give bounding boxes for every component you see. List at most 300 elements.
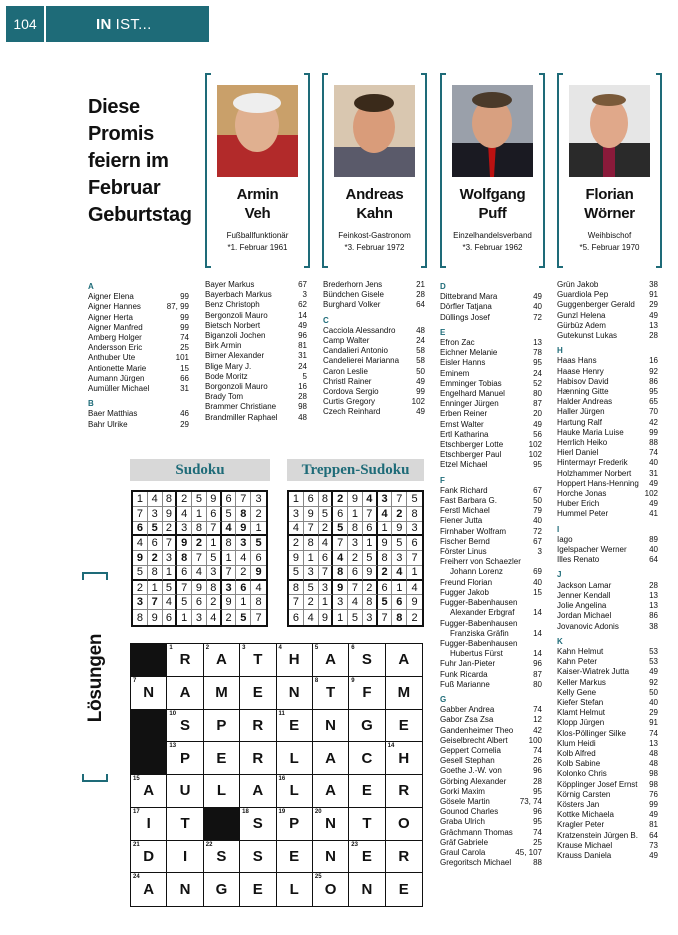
index-entry xyxy=(440,705,542,715)
entry-page: 49 xyxy=(649,667,658,677)
index-entry xyxy=(88,343,189,353)
index-entry xyxy=(557,622,658,632)
index-entry xyxy=(557,479,658,489)
index-entry xyxy=(440,629,542,639)
entry-name: Fischer Bernd xyxy=(440,536,490,546)
crossword-cell xyxy=(277,742,313,775)
crossword-cell xyxy=(131,677,167,710)
clue-number: 8 xyxy=(314,677,319,684)
crossword-letter: T xyxy=(253,651,263,669)
entry-page: 64 xyxy=(416,300,425,310)
sudoku-cell: 4 xyxy=(251,581,266,596)
entry-name: Enninger Jürgen xyxy=(440,399,499,409)
sudoku-cell: 5 xyxy=(163,581,178,596)
entry-page: 96 xyxy=(533,766,542,776)
entry-page: 14 xyxy=(533,608,542,618)
entry-name: Bayerbach Markus xyxy=(205,290,272,300)
entry-page: 15 xyxy=(533,587,542,597)
crossword-letter: A xyxy=(325,651,336,669)
entry-page: 28 xyxy=(649,331,658,341)
index-entry xyxy=(323,367,425,377)
index-group xyxy=(440,328,542,471)
crossword-letter: O xyxy=(397,815,410,833)
sudoku-cell: 3 xyxy=(319,581,334,596)
entry-page: 49 xyxy=(298,320,307,330)
entry-name: Horche Jonas xyxy=(557,489,607,499)
crossword-cell xyxy=(240,808,276,841)
entry-page: 102 xyxy=(644,489,658,499)
index-entry xyxy=(557,759,658,769)
clue-number: 21 xyxy=(133,841,140,848)
index-entry xyxy=(440,766,542,776)
crossword-cell xyxy=(277,710,313,743)
entry-name: Hoppert Hans-Henning xyxy=(557,478,639,488)
entry-page: 49 xyxy=(649,310,658,320)
sudoku-cell: 2 xyxy=(333,492,348,507)
entry-name: Gorki Maxim xyxy=(440,786,485,796)
index-letter: D xyxy=(440,282,446,291)
sudoku-cell: 2 xyxy=(222,610,237,625)
entry-page: 56 xyxy=(533,429,542,439)
sudoku-cell: 4 xyxy=(348,595,363,610)
index-entry xyxy=(205,290,307,300)
crossword-cell xyxy=(131,841,167,874)
entry-page: 95 xyxy=(533,786,542,796)
entry-name: Efron Zac xyxy=(440,338,475,348)
index-entry xyxy=(440,567,542,577)
sudoku-cell: 9 xyxy=(348,492,363,507)
index-entry xyxy=(205,311,307,321)
entry-name: Brammer Christiane xyxy=(205,402,277,412)
crossword-cell xyxy=(167,710,203,743)
crossword-letter: R xyxy=(179,651,191,669)
crossword-grid xyxy=(130,643,423,907)
entry-name: Gandenheimer Theo xyxy=(440,725,514,735)
crossword-cell xyxy=(167,841,203,874)
index-entry xyxy=(205,362,307,372)
index-entry xyxy=(557,555,658,565)
entry-name: Aumüller Michael xyxy=(88,384,150,394)
entry-page: 87 xyxy=(533,399,542,409)
index-entry xyxy=(440,440,542,450)
celebrity-job: Weihbischof xyxy=(587,231,632,240)
entry-name: Eisler Hanns xyxy=(440,358,486,368)
sudoku-cell: 7 xyxy=(192,551,207,566)
clue-number: 7 xyxy=(133,677,137,684)
sudoku-cell: 4 xyxy=(207,610,222,625)
entry-page: 40 xyxy=(649,545,658,555)
entry-name: Christl Rainer xyxy=(323,376,372,386)
index-group xyxy=(557,346,658,519)
index-letter: C xyxy=(323,315,329,325)
name-index-column-4 xyxy=(440,280,542,873)
sudoku-cell: 2 xyxy=(148,551,163,566)
celebrity-birthday: *3. Februar 1962 xyxy=(462,243,523,252)
entry-name: Geiselbrecht Albert xyxy=(440,735,508,745)
index-entry xyxy=(557,667,658,677)
sudoku-cell: 3 xyxy=(348,536,363,551)
entry-name: Krauss Daniela xyxy=(557,850,612,860)
entry-name: Halder Andreas xyxy=(557,397,613,407)
entry-page: 49 xyxy=(649,478,658,488)
entry-name: Gürbüz Adem xyxy=(557,320,606,330)
entry-page: 25 xyxy=(533,837,542,847)
entry-page: 49 xyxy=(416,407,425,417)
celebrity-card-3 xyxy=(440,73,545,268)
sudoku-cell: 9 xyxy=(133,551,148,566)
index-entry xyxy=(440,292,542,302)
clue-number: 14 xyxy=(387,743,395,750)
sudoku-cell: 4 xyxy=(177,507,192,522)
sudoku-cell: 9 xyxy=(319,610,334,625)
index-entry xyxy=(88,353,189,363)
sudoku-cell: 8 xyxy=(392,610,407,625)
crossword-cell xyxy=(240,873,276,906)
crossword-letter: E xyxy=(398,716,409,734)
entry-name: Holzhammer Norbert xyxy=(557,468,632,478)
index-entry xyxy=(88,323,189,333)
entry-name: Köpplinger Josef Ernst xyxy=(557,779,638,789)
entry-page: 16 xyxy=(298,382,307,392)
sudoku-cell: 4 xyxy=(236,551,251,566)
sudoku-cell: 9 xyxy=(333,581,348,596)
entry-name: Kaiser-Wiatrek Jutta xyxy=(557,667,630,677)
index-entry xyxy=(557,311,658,321)
sudoku-cell: 1 xyxy=(236,595,251,610)
entry-name: Gräf Gabriele xyxy=(440,837,489,847)
index-entry xyxy=(440,598,542,608)
entry-page: 86 xyxy=(649,611,658,621)
entry-name: Hintermayr Frederik xyxy=(557,458,628,468)
sudoku-cell: 2 xyxy=(289,536,304,551)
entry-name: Graul Carola xyxy=(440,847,486,857)
entry-name: Caron Leslie xyxy=(323,366,368,376)
crossword-letter: L xyxy=(289,881,299,899)
sudoku-cell: 6 xyxy=(192,595,207,610)
index-letter: H xyxy=(557,346,563,356)
entry-page: 74 xyxy=(533,827,542,837)
sudoku-cell: 8 xyxy=(133,610,148,625)
entry-page: 96 xyxy=(533,659,542,669)
treppen-sudoku-title: Treppen-Sudoku xyxy=(287,459,424,481)
entry-name: Huber Erich xyxy=(557,499,600,509)
entry-page: 29 xyxy=(180,419,189,429)
entry-page: 3 xyxy=(302,290,307,300)
entry-name: Hænning Gitte xyxy=(557,387,609,397)
entry-name: Jenner Kendall xyxy=(557,590,611,600)
crossword-letter: N xyxy=(288,684,300,702)
entry-name: Kratzenstein Jürgen B. xyxy=(557,830,638,840)
crossword-letter: R xyxy=(398,847,410,865)
entry-name: Fuß Marianne xyxy=(440,679,490,689)
entry-name: Kottke Michaela xyxy=(557,810,614,820)
sudoku-cell: 5 xyxy=(363,551,378,566)
entry-name: Jolie Angelina xyxy=(557,601,607,611)
crossword-cell xyxy=(204,808,240,841)
entry-name: Goethe J.-W. von xyxy=(440,766,502,776)
sudoku-cell: 8 xyxy=(407,507,422,522)
index-letter: K xyxy=(557,636,563,646)
sudoku-cell: 7 xyxy=(255,611,262,624)
entry-name: Andersson Eric xyxy=(88,343,143,353)
entry-page: 99 xyxy=(180,292,189,302)
entry-name: Kahn Helmut xyxy=(557,646,604,656)
crossword-letter: T xyxy=(180,815,190,833)
index-entry xyxy=(557,800,658,810)
index-entry xyxy=(440,506,542,516)
sudoku-cell: 8 xyxy=(207,581,222,596)
entry-page: 102 xyxy=(528,450,542,460)
crossword-letter: E xyxy=(398,881,409,899)
entry-page: 89 xyxy=(649,534,658,544)
index-entry xyxy=(323,280,425,290)
entry-page: 28 xyxy=(649,580,658,590)
crossword-letter: G xyxy=(215,881,228,899)
section-title-bold: IN xyxy=(96,15,112,33)
entry-page: 24 xyxy=(416,336,425,346)
index-entry xyxy=(557,657,658,667)
entry-page: 74 xyxy=(649,728,658,738)
entry-page xyxy=(538,619,542,629)
index-entry xyxy=(440,348,542,358)
entry-name: Hauke Maria Luise xyxy=(557,427,624,437)
index-entry xyxy=(557,535,658,545)
index-entry xyxy=(205,402,307,412)
clue-number: 11 xyxy=(278,710,285,717)
entry-page: 95 xyxy=(649,387,658,397)
entry-page: 48 xyxy=(649,759,658,769)
crossword-letter: N xyxy=(325,815,336,833)
entry-name: Hummel Peter xyxy=(557,509,609,519)
index-entry xyxy=(88,292,189,302)
entry-name: Etschberger Paul xyxy=(440,450,502,460)
sudoku-cell: 1 xyxy=(407,566,422,581)
index-entry xyxy=(323,407,425,417)
clue-number: 2 xyxy=(205,645,210,651)
index-entry xyxy=(440,858,542,868)
crossword-cell xyxy=(386,710,422,743)
entry-name: Jovanovic Adonis xyxy=(557,621,619,631)
entry-name: Freund Florian xyxy=(440,577,493,587)
index-entry xyxy=(557,810,658,820)
index-entry xyxy=(440,302,542,312)
entry-name: Baer Matthias xyxy=(88,409,138,419)
index-entry xyxy=(440,588,542,598)
entry-page: 65 xyxy=(649,397,658,407)
entry-page: 14 xyxy=(533,649,542,659)
entry-page: 40 xyxy=(649,697,658,707)
entry-page: 53 xyxy=(649,657,658,667)
index-entry xyxy=(440,639,542,649)
clue-number: 13 xyxy=(169,743,177,750)
section-header xyxy=(46,6,209,42)
entry-page: 96 xyxy=(533,807,542,817)
sudoku-cell: 8 xyxy=(148,566,163,581)
entry-name: Kelly Gene xyxy=(557,687,597,697)
crossword-letter: O xyxy=(324,881,337,899)
sudoku-cell: 6 xyxy=(133,522,148,537)
entry-name: Candelierei Marianna xyxy=(323,356,400,366)
crossword-cell xyxy=(349,710,385,743)
sudoku-cell: 6 xyxy=(251,551,266,566)
entry-page: 58 xyxy=(416,346,425,356)
crossword-cell xyxy=(204,710,240,743)
entry-name: Aigner Manfred xyxy=(88,322,143,332)
entry-name: Biganzoli Jochen xyxy=(205,331,266,341)
crossword-letter: N xyxy=(179,881,191,899)
entry-name: Gesell Stephan xyxy=(440,756,495,766)
crossword-cell xyxy=(204,775,240,808)
index-entry xyxy=(88,364,189,374)
sudoku-cell: 9 xyxy=(177,536,192,551)
crossword-cell xyxy=(386,775,422,808)
crossword-cell xyxy=(167,644,203,677)
entry-page: 99 xyxy=(649,799,658,809)
entry-name: Alexander Erbgraf xyxy=(450,608,515,618)
entry-page: 80 xyxy=(533,679,542,689)
sudoku-cell: 7 xyxy=(319,566,334,581)
sudoku-cell: 8 xyxy=(251,595,266,610)
index-entry xyxy=(557,387,658,397)
crossword-letter: M xyxy=(215,684,228,702)
sudoku-cell: 8 xyxy=(304,536,319,551)
entry-name: Aigner Herta xyxy=(88,312,133,322)
index-entry xyxy=(440,659,542,669)
entry-name: Borgonzoli Mauro xyxy=(205,382,268,392)
clue-number: 20 xyxy=(314,808,322,815)
index-entry xyxy=(440,838,542,848)
entry-page: 40 xyxy=(533,577,542,587)
index-entry xyxy=(440,608,542,618)
entry-name: Klamt Helmut xyxy=(557,708,606,718)
index-entry xyxy=(557,841,658,851)
entry-name: Eminem xyxy=(440,368,470,378)
index-entry xyxy=(323,300,425,310)
entry-page: 3 xyxy=(537,547,542,557)
entry-name: Camp Walter xyxy=(323,336,370,346)
crossword-cell xyxy=(386,808,422,841)
sudoku-cell: 7 xyxy=(133,507,148,522)
crossword-letter: P xyxy=(180,749,191,767)
sudoku-cell: 2 xyxy=(348,551,363,566)
bracket-bottom xyxy=(82,774,108,782)
entry-name: Firnhaber Wolfram xyxy=(440,526,507,536)
crossword-cell xyxy=(167,742,203,775)
entry-name: Bahr Ulrike xyxy=(88,419,128,429)
entry-name: Birner Alexander xyxy=(205,351,265,361)
index-entry xyxy=(88,333,189,343)
sudoku-cell: 6 xyxy=(177,566,192,581)
celebrity-birthday: *1. Februar 1961 xyxy=(227,243,288,252)
crossword-cell xyxy=(313,742,349,775)
crossword-cell xyxy=(167,677,203,710)
crossword-cell xyxy=(167,808,203,841)
crossword-letter: F xyxy=(362,684,372,702)
crossword-cell xyxy=(204,742,240,775)
clue-number: 17 xyxy=(133,808,140,815)
index-entry xyxy=(323,326,425,336)
entry-name: Krause Michael xyxy=(557,840,613,850)
headline: Diese Promis feiern im Februar Geburtstag xyxy=(88,96,192,226)
sudoku-cell: 9 xyxy=(163,507,178,522)
sudoku-cell: 8 xyxy=(163,492,178,507)
index-entry xyxy=(440,848,542,858)
sudoku-cell: 3 xyxy=(177,522,192,537)
entry-page: 24 xyxy=(533,368,542,378)
clue-number: 4 xyxy=(278,645,282,651)
sudoku-cell: 2 xyxy=(236,566,251,581)
entry-name: Engelhard Manuel xyxy=(440,389,505,399)
name-index-column-2 xyxy=(205,280,307,428)
entry-name: Gabber Andrea xyxy=(440,705,495,715)
index-entry xyxy=(557,647,658,657)
celebrity-job: Fußballfunktionär xyxy=(226,231,289,240)
entry-page: 80 xyxy=(533,389,542,399)
sudoku-cell: 6 xyxy=(207,507,222,522)
crossword-letter: A xyxy=(325,749,336,767)
sudoku-cell: 3 xyxy=(222,581,237,596)
index-entry xyxy=(440,537,542,547)
index-entry xyxy=(440,557,542,567)
entry-page: 92 xyxy=(649,677,658,687)
entry-name: Funk Ricarda xyxy=(440,669,488,679)
crossword-letter: E xyxy=(289,716,300,734)
sudoku-cell: 2 xyxy=(378,566,393,581)
sudoku-cell: 1 xyxy=(177,610,192,625)
entry-name: Kolonko Chris xyxy=(557,769,607,779)
sudoku-cell: 8 xyxy=(192,522,207,537)
sudoku-cell: 1 xyxy=(192,507,207,522)
crossword-cell xyxy=(240,710,276,743)
crossword-cell xyxy=(167,873,203,906)
index-entry xyxy=(440,547,542,557)
crossword-cell xyxy=(349,873,385,906)
index-group xyxy=(440,695,542,868)
entry-name: Gabor Zsa Zsa xyxy=(440,715,494,725)
clue-number: 9 xyxy=(351,677,355,684)
crossword-cell xyxy=(349,742,385,775)
crossword-letter: A xyxy=(143,782,155,800)
entry-name: Iago xyxy=(557,534,573,544)
sudoku-cell: 6 xyxy=(304,492,319,507)
entry-name: Hartung Ralf xyxy=(557,417,602,427)
sudoku-cell: 4 xyxy=(363,492,378,507)
entry-name: Emminger Tobias xyxy=(440,378,502,388)
sudoku-cell: 4 xyxy=(407,581,422,596)
index-entry xyxy=(557,418,658,428)
entry-name: Erben Reiner xyxy=(440,409,488,419)
entry-name: Bündchen Gisele xyxy=(323,290,384,300)
crossword-cell xyxy=(386,644,422,677)
entry-page: 98 xyxy=(649,769,658,779)
entry-page: 66 xyxy=(180,373,189,383)
crossword-cell xyxy=(204,841,240,874)
crossword-cell xyxy=(313,677,349,710)
sudoku-cell: 8 xyxy=(222,536,237,551)
entry-name: Geppert Cornelia xyxy=(440,745,501,755)
crossword-letter: S xyxy=(252,815,263,833)
entry-page: 48 xyxy=(416,325,425,335)
entry-page xyxy=(538,557,542,567)
entry-page: 45, 107 xyxy=(515,847,542,857)
sudoku-cell: 3 xyxy=(251,492,266,507)
sudoku-cell: 6 xyxy=(392,595,407,610)
entry-page: 74 xyxy=(533,745,542,755)
sudoku-cell: 4 xyxy=(289,522,304,537)
clue-number: 15 xyxy=(133,776,140,782)
sudoku-cell: 5 xyxy=(348,610,363,625)
sudoku-cell: 8 xyxy=(177,551,192,566)
